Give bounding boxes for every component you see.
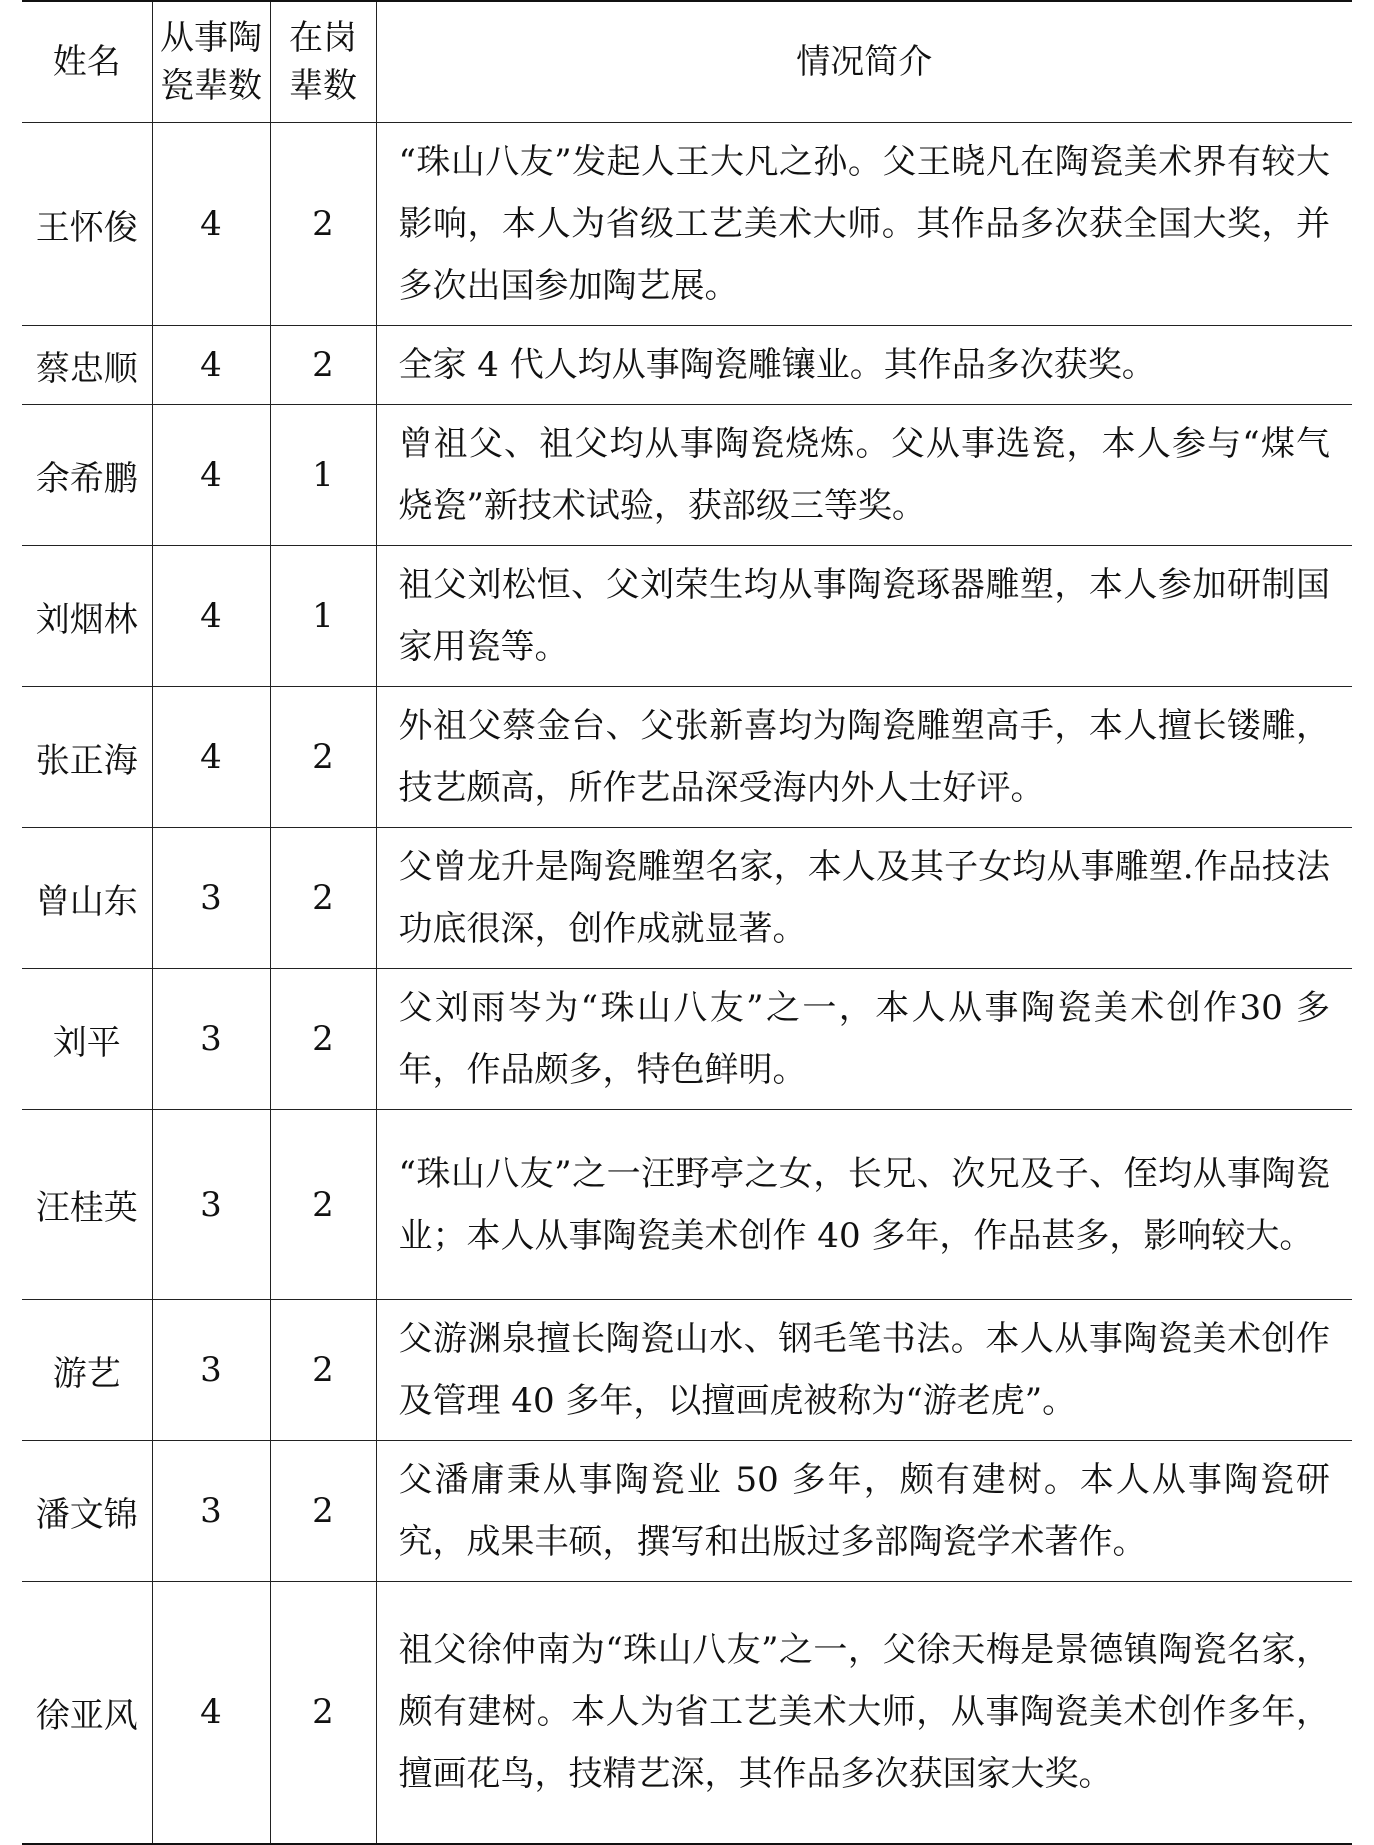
cell-post-generations: 2 [270, 969, 376, 1110]
cell-name: 蔡忠顺 [22, 326, 152, 405]
cell-post-generations: 2 [270, 1441, 376, 1582]
table-row [22, 326, 1352, 405]
cell-name: 徐亚风 [22, 1582, 152, 1844]
cell-description: 全家 4 代人均从事陶瓷雕镶业。其作品多次获奖。 [376, 326, 1352, 405]
cell-description: 外祖父蔡金台、父张新喜均为陶瓷雕塑高手，本人擅长镂雕，技艺颇高，所作艺品深受海内外人士好评。 [376, 687, 1352, 828]
cell-post-generations: 2 [270, 828, 376, 969]
table-row [22, 1582, 1352, 1844]
table-header-row [22, 1, 1352, 123]
header-description-text: 情况简介 [796, 42, 933, 82]
cell-post-generations: 2 [270, 1582, 376, 1844]
cell-ceramic-generations: 3 [152, 1300, 270, 1441]
cell-ceramic-generations: 4 [152, 546, 270, 687]
cell-name: 曾山东 [22, 828, 152, 969]
header-ceramic-generations-line2: 瓷辈数 [160, 66, 262, 106]
header-post-generations-line2: 辈数 [289, 66, 357, 106]
table-row [22, 1441, 1352, 1582]
cell-post-generations: 2 [270, 123, 376, 326]
cell-description: 父游渊泉擅长陶瓷山水、钢毛笔书法。本人从事陶瓷美术创作及管理 40 多年，以擅画虎被称为“游老虎”。 [376, 1300, 1352, 1441]
cell-post-generations: 2 [270, 326, 376, 405]
cell-description: “珠山八友”发起人王大凡之孙。父王晓凡在陶瓷美术界有较大影响，本人为省级工艺美术大师。其作品多次获全国大奖，并多次出国参加陶艺展。 [376, 123, 1352, 326]
table-row [22, 1110, 1352, 1300]
cell-ceramic-generations: 4 [152, 326, 270, 405]
header-post-generations-line1: 在岗 [289, 18, 357, 58]
cell-ceramic-generations: 3 [152, 1110, 270, 1300]
cell-name: 刘烟林 [22, 546, 152, 687]
header-name-text: 姓名 [52, 42, 121, 82]
cell-name: 游艺 [22, 1300, 152, 1441]
header-post-generations [270, 1, 376, 123]
cell-description: 父曾龙升是陶瓷雕塑名家，本人及其子女均从事雕塑.作品技法功底很深，创作成就显著。 [376, 828, 1352, 969]
header-ceramic-generations-line1: 从事陶 [160, 18, 262, 58]
cell-post-generations: 1 [270, 405, 376, 546]
cell-ceramic-generations: 4 [152, 687, 270, 828]
table-row [22, 123, 1352, 326]
cell-description: 祖父徐仲南为“珠山八友”之一，父徐天梅是景德镇陶瓷名家，颇有建树。本人为省工艺美术大师，从事陶瓷美术创作多年，擅画花鸟，技精艺深，其作品多次获国家大奖。 [376, 1582, 1352, 1844]
ceramic-families-table-container [22, 0, 1352, 1845]
cell-post-generations: 2 [270, 687, 376, 828]
cell-description: 父潘庸秉从事陶瓷业 50 多年，颇有建树。本人从事陶瓷研究，成果丰硕，撰写和出版过多部陶瓷学术著作。 [376, 1441, 1352, 1582]
table-row [22, 546, 1352, 687]
cell-description: 祖父刘松恒、父刘荣生均从事陶瓷琢器雕塑，本人参加研制国家用瓷等。 [376, 546, 1352, 687]
header-description [376, 1, 1352, 123]
header-name [22, 1, 152, 123]
cell-name: 潘文锦 [22, 1441, 152, 1582]
table-row [22, 405, 1352, 546]
cell-ceramic-generations: 3 [152, 969, 270, 1110]
ceramic-families-table [22, 0, 1352, 1845]
cell-ceramic-generations: 4 [152, 123, 270, 326]
cell-post-generations: 2 [270, 1300, 376, 1441]
cell-post-generations: 2 [270, 1110, 376, 1300]
cell-post-generations: 1 [270, 546, 376, 687]
cell-description: 曾祖父、祖父均从事陶瓷烧炼。父从事选瓷，本人参与“煤气烧瓷”新技术试验，获部级三等奖。 [376, 405, 1352, 546]
cell-name: 余希鹏 [22, 405, 152, 546]
cell-description: 父刘雨岑为“珠山八友”之一，本人从事陶瓷美术创作30 多年，作品颇多，特色鲜明。 [376, 969, 1352, 1110]
header-ceramic-generations [152, 1, 270, 123]
cell-ceramic-generations: 3 [152, 1441, 270, 1582]
table-row [22, 969, 1352, 1110]
cell-ceramic-generations: 3 [152, 828, 270, 969]
cell-description: “珠山八友”之一汪野亭之女，长兄、次兄及子、侄均从事陶瓷业；本人从事陶瓷美术创作 40 多年，作品甚多，影响较大。 [376, 1110, 1352, 1300]
cell-name: 张正海 [22, 687, 152, 828]
table-row [22, 687, 1352, 828]
table-row [22, 828, 1352, 969]
cell-name: 王怀俊 [22, 123, 152, 326]
cell-name: 汪桂英 [22, 1110, 152, 1300]
cell-ceramic-generations: 4 [152, 1582, 270, 1844]
cell-ceramic-generations: 4 [152, 405, 270, 546]
cell-name: 刘平 [22, 969, 152, 1110]
table-row [22, 1300, 1352, 1441]
